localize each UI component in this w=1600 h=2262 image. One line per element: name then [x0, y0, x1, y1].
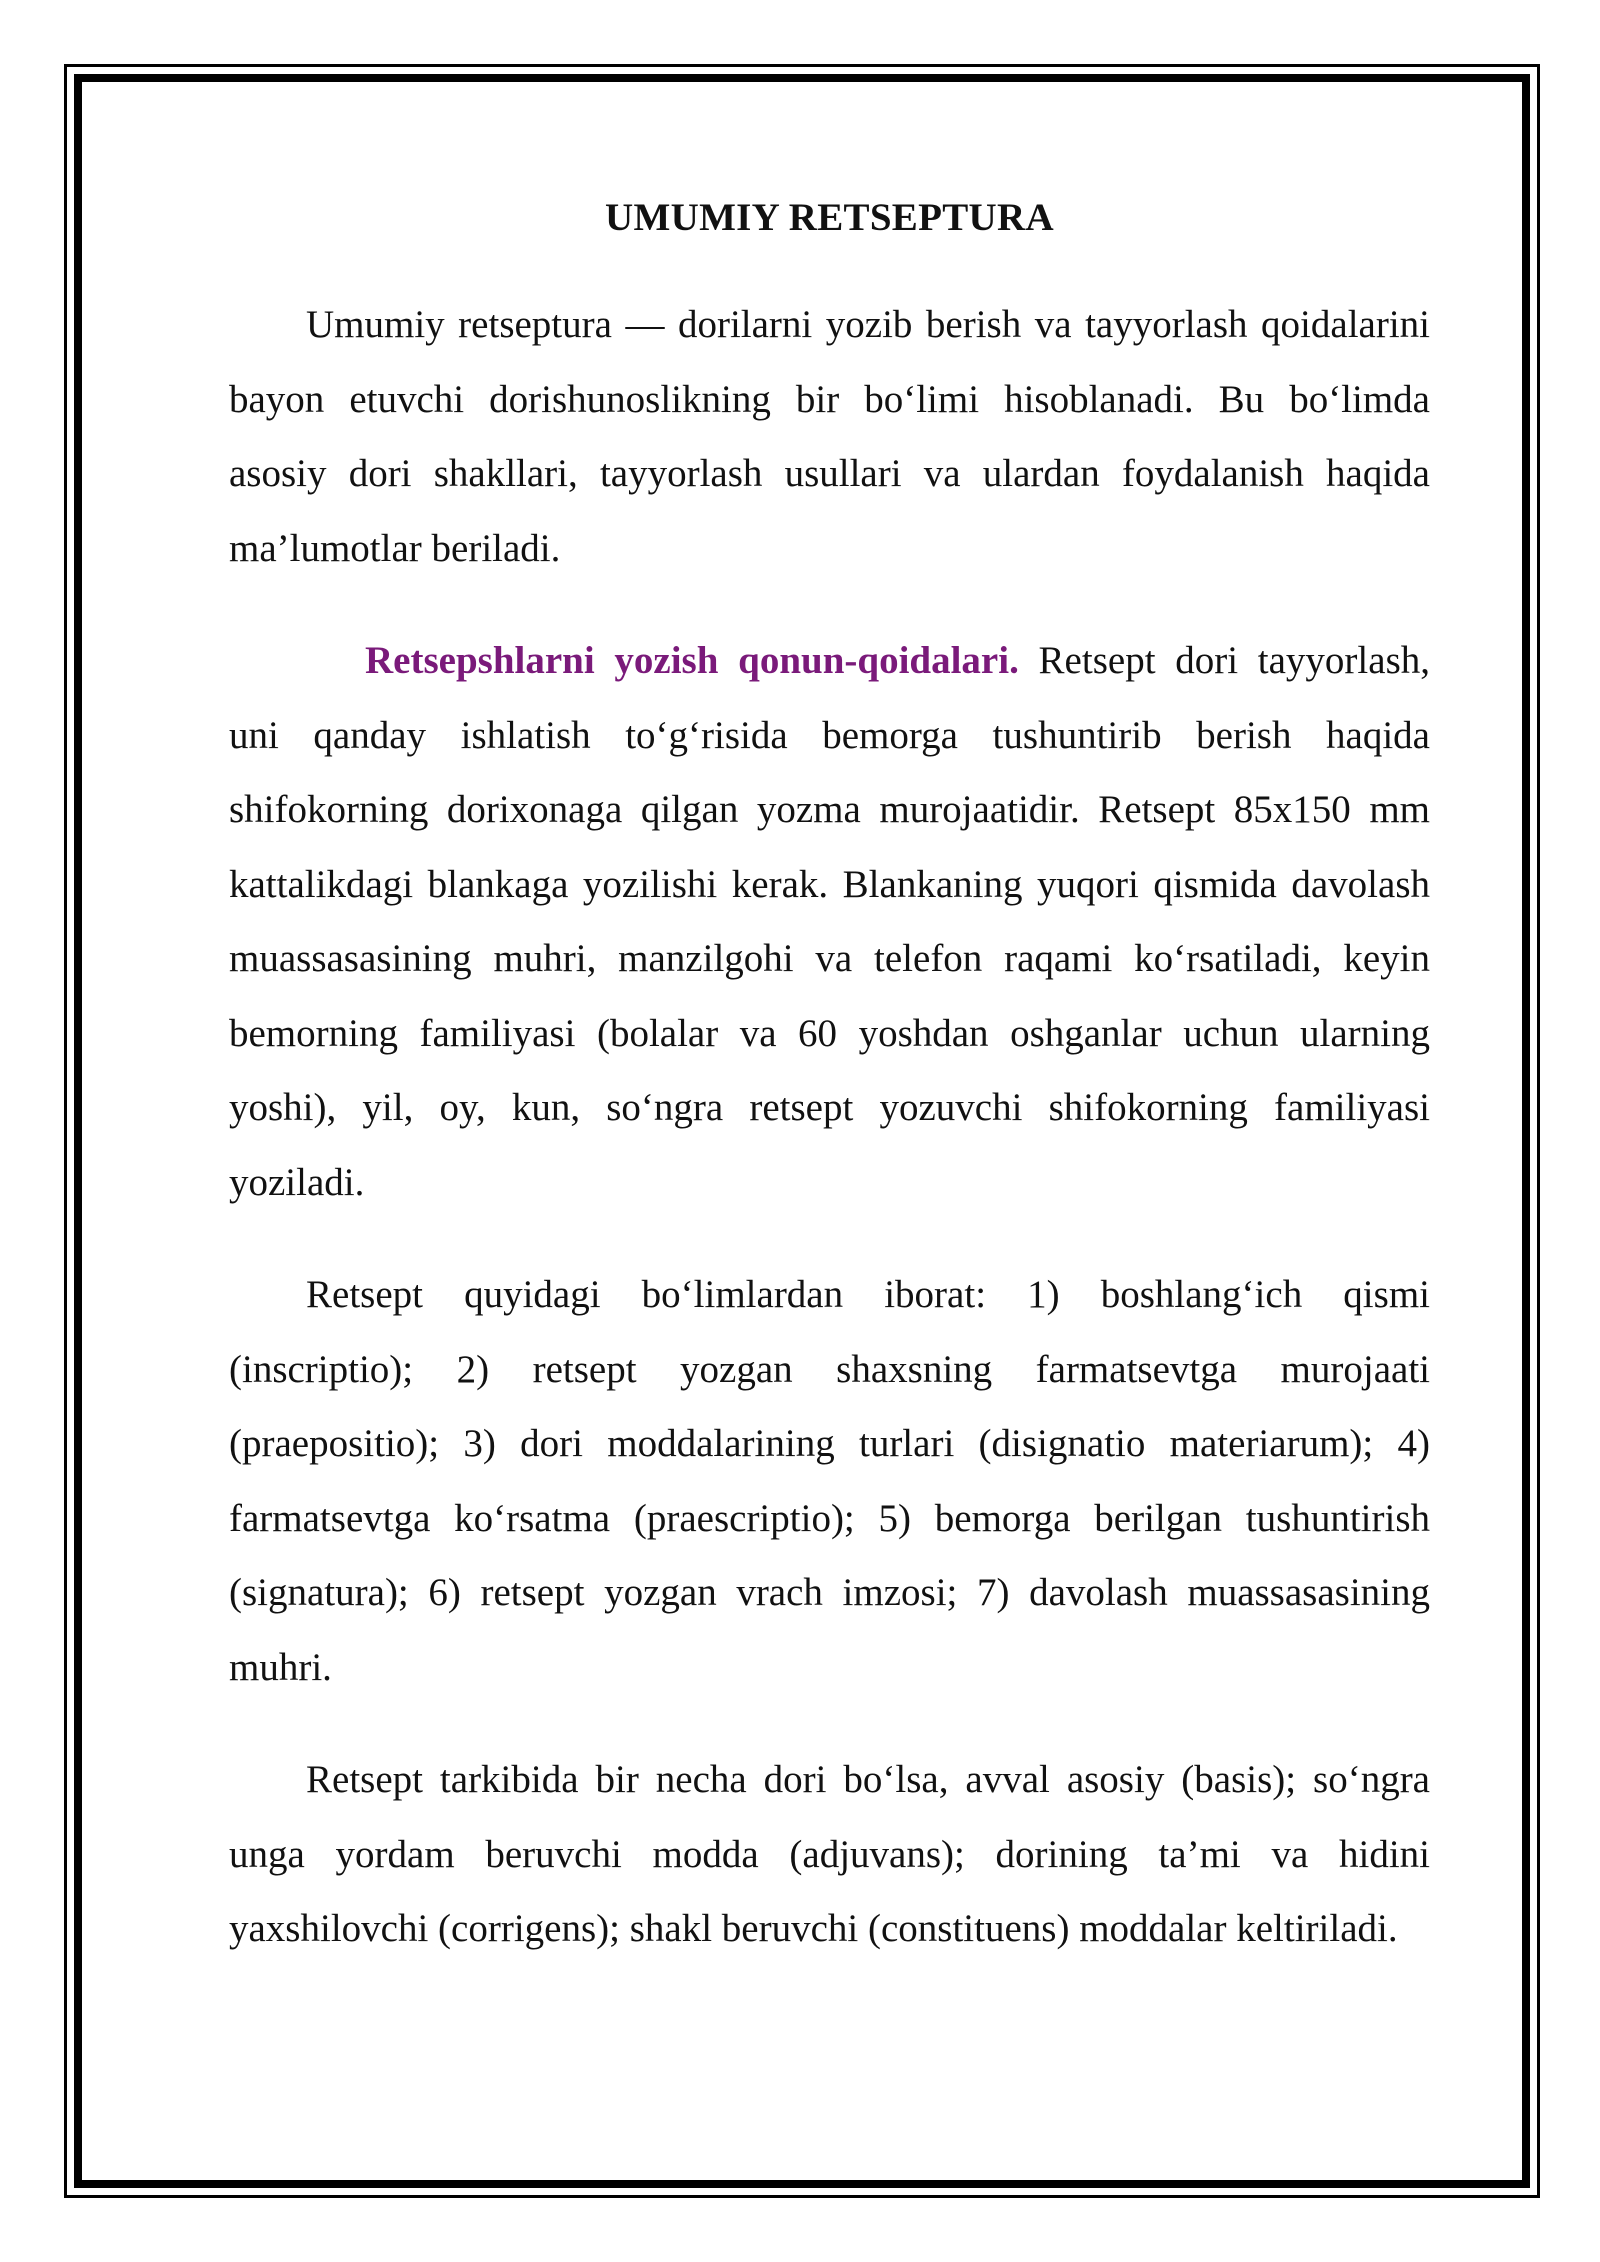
document-body: [229, 188, 1430, 2005]
paragraph-intro: Umumiy retseptura — dorilarni yozib berish va tayyorlash qoidalarini bayon etuvchi dorishunoslikning bir bo‘limi hisoblanadi. Bu bo‘limda asosiy dori shakllari, tayyorlash usullari va ulardan foydalanish haqida ma’lumotlar beriladi.: [229, 303, 1430, 570]
paragraph-prescription-rules: [229, 624, 1430, 1220]
section-heading-prescription-rules: Retsepshlarni yozish qonun-qoidalari.: [365, 639, 1019, 682]
page-title: UMUMIY RETSEPTURA: [605, 196, 1054, 239]
paragraph-prescription-rules-text: Retsept dori tayyorlash, uni qanday ishlatish to‘g‘risida bemorga tushuntirib berish haqida shifokorning dorixonaga qilgan yozma murojaatidir. Retsept 85x150 mm kattalikdagi blankaga yozilishi kerak. Blankaning yuqori qismida davolash muassasasining muhri, manzilgohi va telefon raqami ko‘rsatiladi, keyin bemorning familiyasi (bolalar va 60 yoshdan oshganlar uchun ularning yoshi), yil, oy, kun, so‘ngra retsept yozuvchi shifokorning familiyasi yoziladi.: [229, 639, 1430, 1204]
paragraph-prescription-parts: Retsept quyidagi bo‘limlardan iborat: 1) boshlang‘ich qismi (inscriptio); 2) retsept yozgan shaxsning farmatsevtga murojaati (praepositio); 3) dori moddalarining turlari (disignatio materiarum); 4) farmatsevtga ko‘rsatma (praescriptio); 5) bemorga berilgan tushuntirish (signatura); 6) retsept yozgan vrach imzosi; 7) davolash muassasasining muhri.: [229, 1273, 1430, 1689]
paragraph-ingredient-order: Retsept tarkibida bir necha dori bo‘lsa, avval asosiy (basis); so‘ngra unga yordam beruvchi modda (adjuvans); dorining ta’mi va hidini yaxshilovchi (corrigens); shakl beruvchi (constituens) moddalar keltiriladi.: [229, 1758, 1430, 1950]
